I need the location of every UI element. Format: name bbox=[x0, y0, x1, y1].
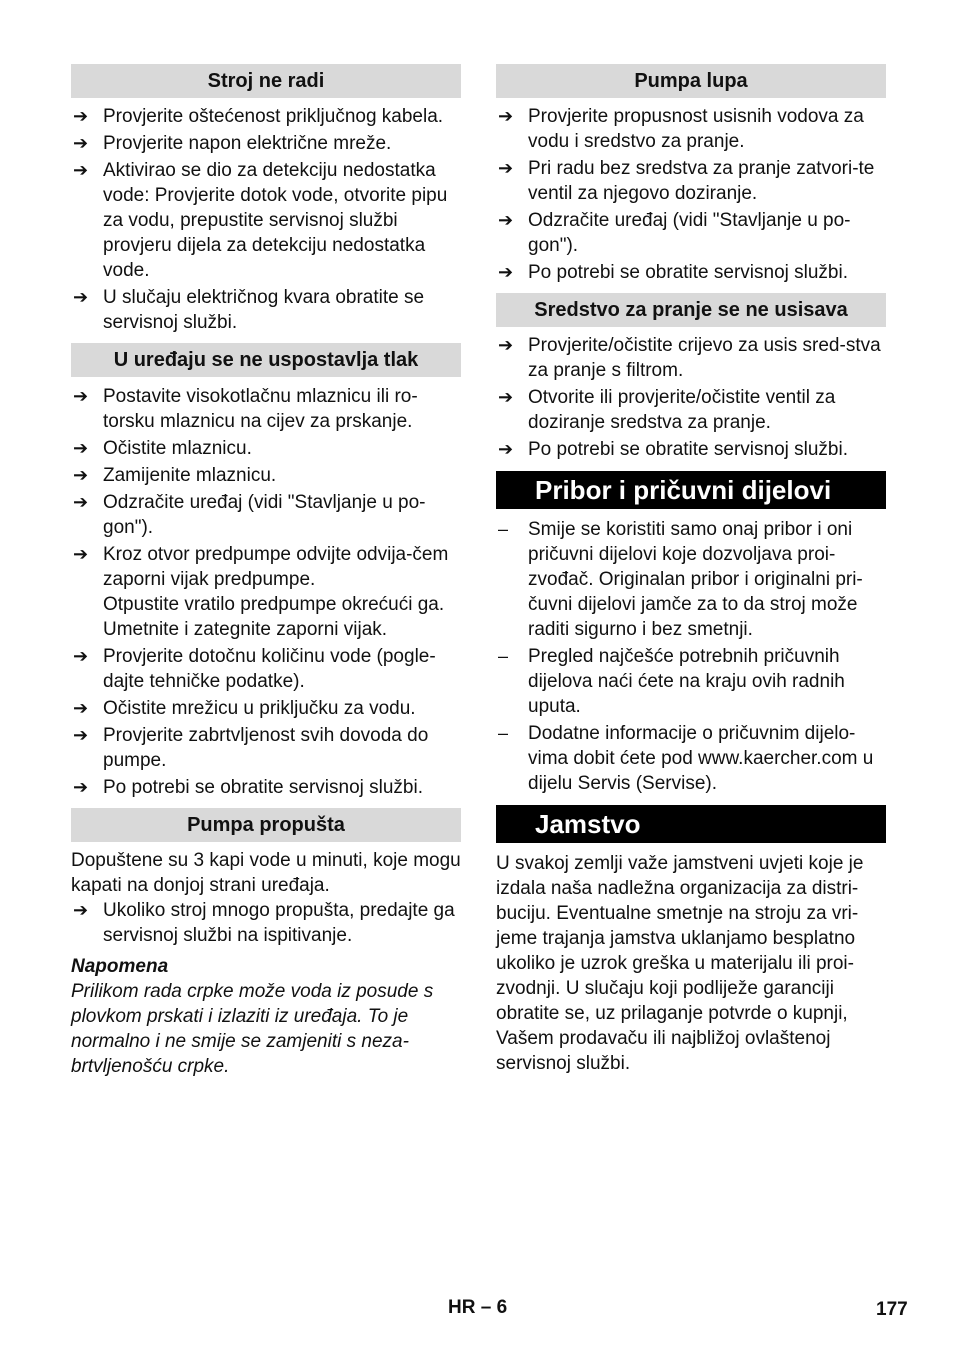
section-heading-sredstvo: Sredstvo za pranje se ne usisava bbox=[496, 293, 886, 327]
arrow-right-icon: ➔ bbox=[498, 106, 514, 126]
dash-bullet: – bbox=[498, 723, 509, 743]
arrow-right-icon: ➔ bbox=[498, 335, 514, 355]
list-item: ➔ Zamijenite mlaznicu. bbox=[73, 465, 277, 486]
arrow-right-icon: ➔ bbox=[73, 133, 89, 153]
arrow-right-icon: ➔ bbox=[73, 465, 89, 485]
arrow-right-icon: ➔ bbox=[73, 544, 89, 564]
list-item: ➔ Aktivirao se dio za detekciju nedostatka vode: Provjerite dotok vode, otvorite pipu za vodu, prepustite servisnoj službi provjeru dijela za detekciju nedostatka vode. bbox=[73, 160, 448, 281]
list-item: – Smije se koristiti samo onaj pribor i oni pričuvni dijelovi koje dozvoljava proi-zvođač. Originalan pribor i originalni pri-čuvni dijelovi jamče za to da stroj može raditi sigurno i bez smetnji. bbox=[498, 519, 863, 640]
arrow-right-icon: ➔ bbox=[73, 386, 89, 406]
arrow-right-icon: ➔ bbox=[73, 160, 89, 180]
list-item: ➔ Odzračite uređaj (vidi "Stavljanje u po-gon"). bbox=[498, 210, 851, 256]
list-item: ➔ Pri radu bez sredstva za pranje zatvori-te ventil za njegovo doziranje. bbox=[498, 158, 875, 204]
list-item: ➔ Postavite visokotlačnu mlaznicu ili ro-torsku mlaznicu na cijev za prskanje. bbox=[73, 386, 418, 432]
list-item: ➔ Provjerite oštećenost priključnog kabela. bbox=[73, 106, 444, 127]
note-text: Prilikom rada crpke može voda iz posude s plovkom prskati i izlaziti iz uređaja. To je normalno i ne smije se zamjeniti s neza-brtvljenošću crpke. bbox=[71, 981, 434, 1077]
paragraph: U svakoj zemlji važe jamstveni uvjeti koje je izdala naša nadležna organizacija za distri-buciju. Eventualne smetnje na stroju za vri-jeme trajanja jamstva uklanjamo besplatno ukoliko je uzrok greška u materijalu ili proi-zvodnji. U slučaju koji podliježe garanciji obratite se, uz prilaganje potvrde o kupnji, Vašem prodavaču ili najbližoj ovlaštenoj servisnoj službi. bbox=[496, 853, 864, 1074]
arrow-right-icon: ➔ bbox=[73, 900, 89, 920]
list-item: ➔ Očistite mrežicu u priključku za vodu. bbox=[73, 698, 416, 719]
list-tlak-2 bbox=[71, 644, 461, 800]
page-number: 177 bbox=[876, 1299, 908, 1320]
arrow-right-icon: ➔ bbox=[498, 158, 514, 178]
list-item: ➔ Provjerite zabrtvljenost svih dovoda do pumpe. bbox=[73, 725, 429, 771]
arrow-right-icon: ➔ bbox=[73, 287, 89, 307]
list-item: ➔ Očistite mlaznicu. bbox=[73, 438, 252, 459]
dash-bullet: – bbox=[498, 646, 509, 666]
list-item: ➔ U slučaju električnog kvara obratite se servisnoj službi. bbox=[73, 287, 425, 333]
arrow-right-icon: ➔ bbox=[73, 725, 89, 745]
section-heading-tlak: U uređaju se ne uspostavlja tlak bbox=[71, 343, 461, 377]
list-item: ➔ Po potrebi se obratite servisnoj službi. bbox=[73, 777, 423, 798]
paragraph: Dopuštene su 3 kapi vode u minuti, koje mogu kapati na donjoj strani uređaja. bbox=[71, 850, 461, 896]
arrow-right-icon: ➔ bbox=[73, 646, 89, 666]
main-heading-pribor: Pribor i pričuvni dijelovi bbox=[496, 471, 886, 509]
list-item: ➔ Otvorite ili provjerite/očistite ventil za doziranje sredstva za pranje. bbox=[498, 387, 836, 433]
list-sredstvo bbox=[496, 333, 886, 462]
note-title: Napomena bbox=[71, 956, 169, 977]
list-item: ➔ Ukoliko stroj mnogo propušta, predajte ga servisnoj službi na ispitivanje. bbox=[73, 900, 455, 946]
main-heading-jamstvo: Jamstvo bbox=[496, 805, 886, 843]
arrow-right-icon: ➔ bbox=[73, 492, 89, 512]
continuation-text: Otpustite vratilo predpumpe okrećući ga. bbox=[103, 594, 445, 615]
list-item: ➔ Provjerite/očistite crijevo za usis sred-stva za pranje s filtrom. bbox=[498, 335, 881, 381]
list-item: ➔ Kroz otvor predpumpe odvijte odvija-čem zaporni vijak predpumpe. bbox=[73, 544, 449, 590]
arrow-right-icon: ➔ bbox=[498, 262, 514, 282]
arrow-right-icon: ➔ bbox=[498, 439, 514, 459]
list-item: ➔ Provjerite propusnost usisnih vodova za vodu i sredstvo za pranje. bbox=[498, 106, 864, 152]
list-item: ➔ Po potrebi se obratite servisnoj službi. bbox=[498, 262, 848, 283]
list-item: ➔ Provjerite napon električne mreže. bbox=[73, 133, 392, 154]
arrow-right-icon: ➔ bbox=[73, 777, 89, 797]
list-stroj-ne-radi bbox=[71, 104, 461, 335]
arrow-right-icon: ➔ bbox=[498, 210, 514, 230]
list-item: ➔ Po potrebi se obratite servisnoj službi. bbox=[498, 439, 848, 460]
list-item: – Dodatne informacije o pričuvnim dijelo-vima dobit ćete pod www.kaercher.com u dijelu Servis (Servise). bbox=[498, 723, 874, 794]
left-column bbox=[71, 64, 461, 1079]
list-item: – Pregled najčešće potrebnih pričuvnih dijelova naći ćete na kraju ovih radnih uputa. bbox=[498, 646, 845, 717]
list-item: ➔ Provjerite dotočnu količinu vode (pogle-dajte tehničke podatke). bbox=[73, 646, 436, 692]
arrow-right-icon: ➔ bbox=[73, 438, 89, 458]
section-heading-pumpa-propusta: Pumpa propušta bbox=[71, 808, 461, 842]
footer-section-label: HR – 6 bbox=[448, 1297, 508, 1318]
arrow-right-icon: ➔ bbox=[73, 106, 89, 126]
list-pribor bbox=[496, 517, 886, 796]
dash-bullet: – bbox=[498, 519, 509, 539]
arrow-right-icon: ➔ bbox=[498, 387, 514, 407]
section-heading-pumpa-lupa: Pumpa lupa bbox=[496, 64, 886, 98]
list-item: ➔ Odzračite uređaj (vidi "Stavljanje u po-gon"). bbox=[73, 492, 426, 538]
list-pumpa-lupa bbox=[496, 104, 886, 285]
continuation-text: Umetnite i zategnite zaporni vijak. bbox=[103, 619, 388, 640]
right-column bbox=[496, 64, 886, 1076]
arrow-right-icon: ➔ bbox=[73, 698, 89, 718]
section-heading-stroj-ne-radi: Stroj ne radi bbox=[71, 64, 461, 98]
list-tlak bbox=[71, 384, 461, 592]
list-propusta bbox=[71, 898, 461, 948]
